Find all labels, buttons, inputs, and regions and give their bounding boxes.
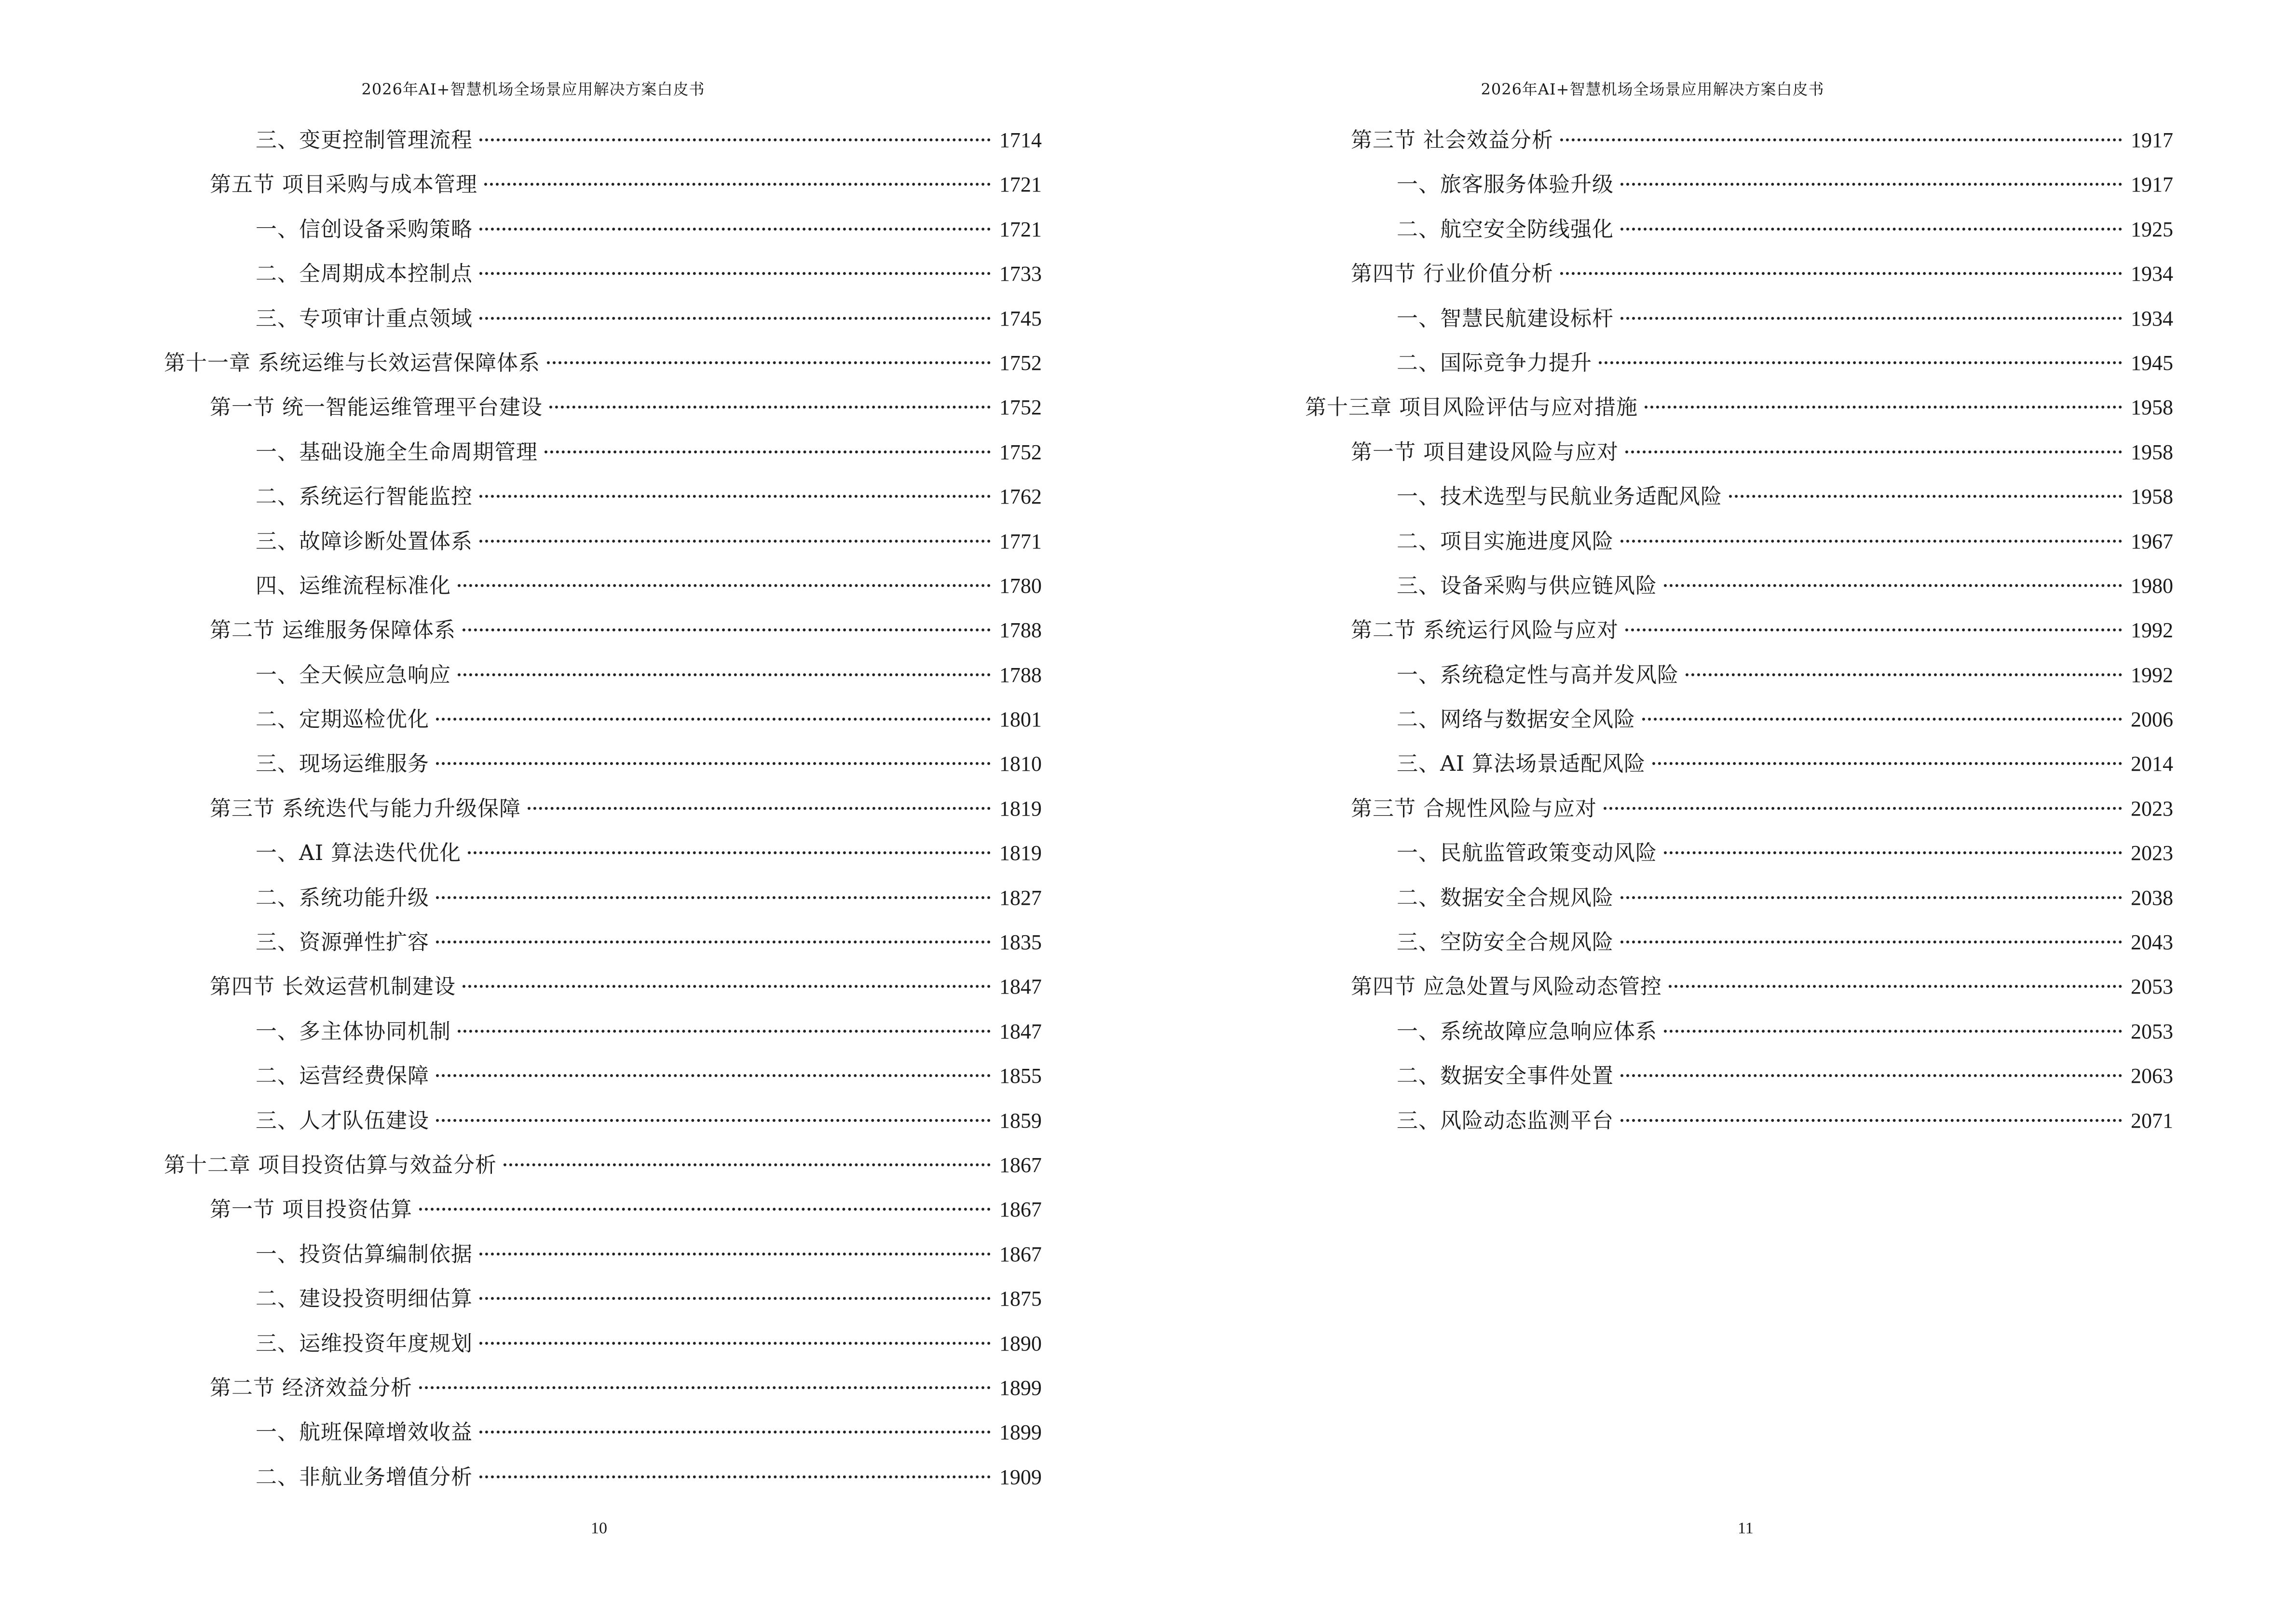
toc-entry[interactable] (164, 1187, 1042, 1232)
dot-leader (1620, 941, 2122, 943)
dot-leader (436, 941, 991, 943)
toc-entry-label: 三、运维投资年度规划 (256, 1331, 473, 1356)
toc-entry[interactable] (164, 207, 1042, 252)
toc-entry[interactable] (1305, 1099, 2173, 1143)
toc-entry-page: 2071 (2131, 1108, 2173, 1133)
toc-entry-label: 一、旅客服务体验升级 (1397, 172, 1614, 197)
dot-leader (1560, 272, 2122, 275)
dot-leader (1620, 228, 2122, 231)
dot-leader (479, 138, 991, 141)
toc-entry-label: 二、定期巡检优化 (256, 707, 429, 732)
toc-entry-page: 1819 (999, 841, 1042, 865)
toc-list (164, 118, 1042, 1500)
toc-entry-page: 1934 (2131, 262, 2173, 286)
toc-entry[interactable] (1305, 163, 2173, 207)
toc-entry-page: 1745 (999, 306, 1042, 330)
toc-entry-label: 第二节 运维服务保障体系 (210, 618, 456, 643)
toc-entry[interactable] (164, 385, 1042, 430)
toc-entry-page: 1958 (2131, 485, 2173, 509)
toc-entry-page: 1801 (999, 708, 1042, 732)
toc-entry-label: 一、民航监管政策变动风险 (1397, 841, 1657, 866)
dot-leader (484, 183, 991, 186)
toc-entry[interactable] (164, 430, 1042, 475)
dot-leader (549, 406, 991, 409)
toc-entry-page: 1859 (999, 1108, 1042, 1133)
toc-entry[interactable] (1305, 787, 2173, 831)
toc-entry-page: 1867 (999, 1198, 1042, 1222)
toc-entry[interactable] (1305, 385, 2173, 430)
toc-entry[interactable] (1305, 564, 2173, 608)
toc-entry-page: 1819 (999, 796, 1042, 820)
toc-entry-page: 1762 (999, 485, 1042, 509)
page-number: 10 (591, 1519, 607, 1537)
toc-entry-page: 2063 (2131, 1064, 2173, 1088)
toc-entry-label: 一、基础设施全生命周期管理 (256, 439, 538, 464)
toc-entry-page: 2014 (2131, 752, 2173, 776)
toc-entry-label: 第三节 社会效益分析 (1351, 128, 1553, 152)
toc-entry-page: 1875 (999, 1287, 1042, 1311)
toc-entry-label: 一、航班保障增效收益 (256, 1420, 473, 1445)
toc-entry-label: 第三节 合规性风险与应对 (1351, 796, 1597, 821)
toc-entry[interactable] (164, 608, 1042, 653)
toc-entry-page: 1788 (999, 663, 1042, 687)
toc-entry-page: 1958 (2131, 440, 2173, 464)
toc-entry[interactable] (1305, 519, 2173, 564)
toc-entry-label: 一、技术选型与民航业务适配风险 (1397, 484, 1722, 509)
dot-leader (1669, 985, 2122, 988)
toc-entry-page: 1788 (999, 618, 1042, 642)
right-page (1144, 0, 2287, 1624)
dot-leader (545, 450, 991, 453)
toc-entry-page: 1934 (2131, 306, 2173, 330)
toc-entry-label: 第五节 项目采购与成本管理 (210, 172, 477, 197)
running-header: 2026年AI+智慧机场全场景应用解决方案白皮书 (1481, 80, 1824, 98)
toc-entry[interactable] (164, 1099, 1042, 1143)
dot-leader (479, 1475, 991, 1478)
toc-entry-label: 第二节 经济效益分析 (210, 1375, 412, 1400)
toc-entry-label: 三、AI 算法场景适配风险 (1397, 751, 1646, 777)
toc-entry-label: 第三节 系统迭代与能力升级保障 (210, 796, 521, 821)
toc-entry-page: 1899 (999, 1420, 1042, 1445)
toc-entry-page: 1958 (2131, 396, 2173, 420)
toc-entry[interactable] (1305, 297, 2173, 341)
toc-entry-label: 一、系统稳定性与高并发风险 (1397, 662, 1679, 687)
toc-entry[interactable] (1305, 653, 2173, 697)
toc-list (1305, 118, 2173, 1143)
toc-entry-label: 第一节 项目建设风险与应对 (1351, 439, 1619, 464)
toc-entry[interactable] (164, 519, 1042, 564)
toc-entry[interactable] (1305, 207, 2173, 252)
toc-entry[interactable] (164, 1143, 1042, 1187)
toc-entry-page: 1835 (999, 930, 1042, 955)
toc-entry[interactable] (164, 475, 1042, 519)
toc-entry-label: 三、专项审计重点领域 (256, 306, 473, 331)
toc-entry-page: 1890 (999, 1331, 1042, 1355)
dot-leader (479, 1253, 991, 1256)
dot-leader (1625, 628, 2122, 631)
toc-entry[interactable] (1305, 118, 2173, 163)
toc-entry-page: 1771 (999, 529, 1042, 553)
dot-leader (458, 673, 991, 676)
toc-entry[interactable] (164, 1322, 1042, 1366)
dot-leader (1560, 138, 2122, 141)
toc-entry-page: 1847 (999, 975, 1042, 999)
dot-leader (1642, 718, 2122, 721)
toc-entry-label: 二、航空安全防线强化 (1397, 217, 1614, 242)
dot-leader (458, 1030, 991, 1033)
toc-entry-label: 三、空防安全合规风险 (1397, 930, 1614, 955)
toc-entry-page: 1945 (2131, 351, 2173, 375)
toc-entry-label: 一、智慧民航建设标杆 (1397, 306, 1614, 331)
toc-entry-page: 1752 (999, 351, 1042, 375)
toc-entry-label: 一、系统故障应急响应体系 (1397, 1019, 1657, 1044)
dot-leader (1620, 183, 2122, 186)
toc-entry[interactable] (1305, 876, 2173, 920)
toc-entry-page: 1967 (2131, 529, 2173, 553)
toc-entry[interactable] (1305, 341, 2173, 385)
dot-leader (547, 361, 991, 364)
toc-entry-label: 第四节 应急处置与风险动态管控 (1351, 974, 1662, 999)
toc-entry-page: 1752 (999, 440, 1042, 464)
toc-entry-label: 二、建设投资明细估算 (256, 1286, 473, 1311)
dot-leader (1620, 1074, 2122, 1077)
toc-entry-label: 一、多主体协同机制 (256, 1019, 451, 1044)
dot-leader (436, 1074, 991, 1077)
dot-leader (463, 985, 991, 988)
toc-entry-page: 1992 (2131, 663, 2173, 687)
toc-entry-label: 三、风险动态监测平台 (1397, 1108, 1614, 1133)
toc-entry-page: 2023 (2131, 841, 2173, 865)
toc-entry-page: 2053 (2131, 975, 2173, 999)
toc-entry-page: 2043 (2131, 930, 2173, 955)
toc-entry-label: 二、项目实施进度风险 (1397, 529, 1614, 554)
toc-entry[interactable] (1305, 697, 2173, 742)
toc-entry-label: 第二节 系统运行风险与应对 (1351, 618, 1619, 643)
toc-entry[interactable] (1305, 1010, 2173, 1054)
toc-entry-label: 二、系统功能升级 (256, 885, 429, 910)
toc-entry[interactable] (164, 297, 1042, 341)
dot-leader (528, 807, 991, 810)
toc-entry[interactable] (164, 653, 1042, 697)
dot-leader (479, 228, 991, 231)
dot-leader (1664, 1030, 2122, 1033)
page-number: 11 (1738, 1519, 1754, 1537)
dot-leader (479, 1431, 991, 1433)
toc-entry-page: 2023 (2131, 796, 2173, 820)
dot-leader (479, 272, 991, 275)
dot-leader (458, 584, 991, 587)
toc-entry[interactable] (164, 876, 1042, 920)
dot-leader (1620, 1119, 2122, 1122)
toc-entry-page: 1867 (999, 1242, 1042, 1266)
toc-entry-label: 第一节 项目投资估算 (210, 1197, 412, 1222)
toc-entry-page: 1714 (999, 128, 1042, 152)
dot-leader (419, 1386, 991, 1389)
toc-entry-page: 1721 (999, 173, 1042, 197)
toc-entry-page: 1847 (999, 1019, 1042, 1043)
toc-entry[interactable] (164, 1410, 1042, 1455)
toc-entry-label: 第四节 长效运营机制建设 (210, 974, 456, 999)
dot-leader (479, 317, 991, 320)
toc-entry[interactable] (164, 787, 1042, 831)
toc-entry-label: 二、网络与数据安全风险 (1397, 707, 1635, 732)
toc-entry[interactable] (1305, 475, 2173, 519)
toc-entry-page: 1810 (999, 752, 1042, 776)
toc-entry-label: 四、运维流程标准化 (256, 573, 451, 598)
toc-entry-page: 2038 (2131, 886, 2173, 910)
toc-entry-label: 三、故障诊断处置体系 (256, 529, 473, 554)
toc-entry[interactable] (164, 564, 1042, 608)
toc-entry[interactable] (164, 831, 1042, 875)
toc-entry[interactable] (1305, 965, 2173, 1009)
toc-entry[interactable] (164, 1455, 1042, 1500)
toc-entry-label: 一、AI 算法迭代优化 (256, 841, 462, 866)
toc-entry-page: 1992 (2131, 618, 2173, 642)
toc-entry-page: 1733 (999, 262, 1042, 286)
dot-leader (479, 1342, 991, 1345)
toc-entry-label: 三、资源弹性扩容 (256, 930, 429, 955)
dot-leader (1645, 406, 2122, 409)
toc-entry[interactable] (164, 965, 1042, 1009)
toc-entry[interactable] (164, 1232, 1042, 1277)
toc-entry-label: 三、现场运维服务 (256, 751, 429, 777)
dot-leader (436, 762, 991, 765)
dot-leader (1686, 673, 2122, 676)
toc-entry-label: 三、人才队伍建设 (256, 1108, 429, 1133)
dot-leader (1599, 361, 2122, 364)
toc-entry-label: 第十三章 项目风险评估与应对措施 (1305, 395, 1638, 420)
toc-entry[interactable] (1305, 1054, 2173, 1098)
toc-entry-label: 二、非航业务增值分析 (256, 1464, 473, 1489)
dot-leader (468, 851, 991, 854)
dot-leader (479, 1297, 991, 1300)
toc-entry-label: 第十一章 系统运维与长效运营保障体系 (164, 350, 540, 375)
toc-entry[interactable] (164, 341, 1042, 385)
toc-entry-page: 1917 (2131, 173, 2173, 197)
dot-leader (436, 1119, 991, 1122)
dot-leader (1604, 807, 2122, 810)
toc-entry-page: 1827 (999, 886, 1042, 910)
dot-leader (1620, 896, 2122, 899)
dot-leader (1652, 762, 2122, 765)
toc-entry-page: 1909 (999, 1465, 1042, 1489)
dot-leader (1729, 495, 2122, 498)
dot-leader (479, 540, 991, 543)
toc-entry-label: 二、运营经费保障 (256, 1064, 429, 1089)
toc-entry-label: 第一节 统一智能运维管理平台建设 (210, 395, 543, 420)
dot-leader (436, 896, 991, 899)
toc-entry-label: 二、系统运行智能监控 (256, 484, 473, 509)
toc-entry-page: 1917 (2131, 128, 2173, 152)
toc-entry-page: 1752 (999, 396, 1042, 420)
toc-entry-page: 1867 (999, 1153, 1042, 1177)
dot-leader (463, 628, 991, 631)
dot-leader (504, 1163, 991, 1166)
dot-leader (1664, 851, 2122, 854)
toc-entry-page: 1721 (999, 217, 1042, 241)
dot-leader (1664, 584, 2122, 587)
dot-leader (1625, 450, 2122, 453)
toc-entry[interactable] (164, 742, 1042, 786)
toc-entry[interactable] (164, 163, 1042, 207)
toc-entry[interactable] (1305, 831, 2173, 875)
toc-entry-label: 一、信创设备采购策略 (256, 217, 473, 242)
toc-entry[interactable] (1305, 430, 2173, 475)
toc-entry[interactable] (1305, 608, 2173, 653)
toc-entry-page: 1899 (999, 1376, 1042, 1400)
toc-entry-page: 2006 (2131, 708, 2173, 732)
toc-entry-label: 二、全周期成本控制点 (256, 261, 473, 287)
dot-leader (479, 495, 991, 498)
toc-entry[interactable] (164, 920, 1042, 965)
toc-entry-label: 一、投资估算编制依据 (256, 1242, 473, 1267)
toc-entry-label: 第十二章 项目投资估算与效益分析 (164, 1152, 497, 1177)
toc-entry-label: 第四节 行业价值分析 (1351, 261, 1553, 287)
toc-entry-page: 1980 (2131, 573, 2173, 598)
dot-leader (1620, 317, 2122, 320)
toc-entry-label: 三、设备采购与供应链风险 (1397, 573, 1657, 598)
dot-leader (436, 718, 991, 721)
toc-entry-label: 一、全天候应急响应 (256, 662, 451, 687)
toc-entry-page: 2053 (2131, 1019, 2173, 1043)
toc-entry-page: 1925 (2131, 217, 2173, 241)
toc-entry[interactable] (1305, 252, 2173, 296)
toc-entry[interactable] (164, 1010, 1042, 1054)
toc-entry[interactable] (164, 1366, 1042, 1410)
toc-entry[interactable] (164, 697, 1042, 742)
toc-entry[interactable] (1305, 742, 2173, 786)
toc-entry[interactable] (1305, 920, 2173, 965)
toc-entry-page: 1855 (999, 1064, 1042, 1088)
toc-entry[interactable] (164, 252, 1042, 296)
toc-entry-page: 1780 (999, 573, 1042, 598)
toc-entry[interactable] (164, 118, 1042, 163)
toc-entry-label: 三、变更控制管理流程 (256, 128, 473, 152)
dot-leader (1620, 540, 2122, 543)
toc-entry[interactable] (164, 1277, 1042, 1321)
toc-entry-label: 二、国际竞争力提升 (1397, 350, 1592, 375)
running-header: 2026年AI+智慧机场全场景应用解决方案白皮书 (361, 80, 705, 98)
toc-entry[interactable] (164, 1054, 1042, 1098)
toc-entry-label: 二、数据安全合规风险 (1397, 885, 1614, 910)
dot-leader (419, 1208, 991, 1211)
toc-entry-label: 二、数据安全事件处置 (1397, 1064, 1614, 1089)
